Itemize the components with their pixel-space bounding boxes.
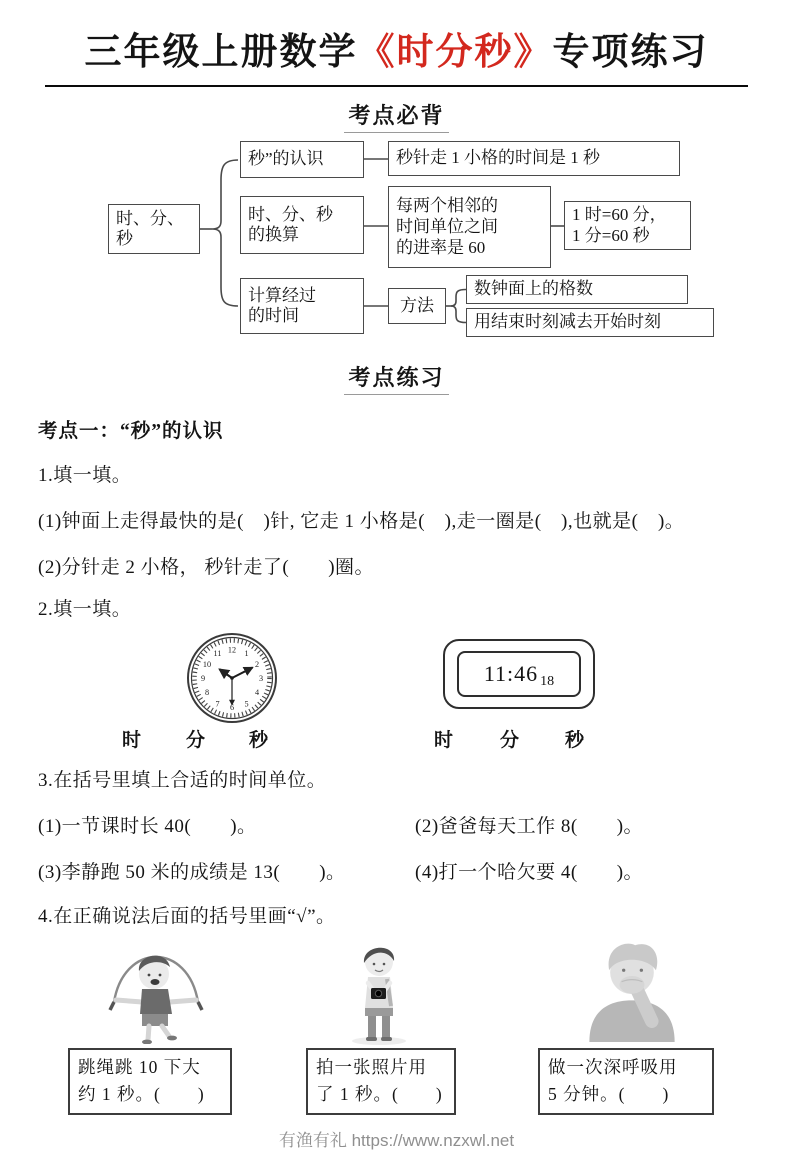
digital-clock-image (443, 639, 595, 709)
svg-text:7: 7 (215, 699, 220, 709)
svg-text:2: 2 (254, 660, 260, 670)
yawning-boy-image (556, 938, 708, 1042)
caption3-line1: 做一次深呼吸用 (548, 1057, 678, 1078)
worksheet-page (0, 30, 793, 1152)
caption2-line1: 拍一张照片用 (316, 1057, 427, 1078)
question-3-item-3: (3)李静跑 50 米的成绩是 13( )。 (38, 862, 346, 884)
mindmap-branch1-leaf-box (388, 141, 680, 176)
mindmap-method-box (388, 288, 446, 324)
caption2-line2: 了 1 秒。( ) (316, 1084, 443, 1105)
digital-clock-display (457, 651, 581, 697)
unit-label-hour-1: 时 (122, 730, 142, 752)
question-2: 2.填一填。 (38, 599, 132, 621)
title-highlight: 《时分秒》 (357, 32, 553, 73)
unit-label-hour-2: 时 (434, 730, 454, 752)
svg-text:11: 11 (213, 649, 222, 659)
question-1-item-2: (2)分针走 2 小格， 秒针走了( )圈。 (38, 557, 375, 579)
unit-label-minute-1: 分 (186, 730, 206, 752)
camera-boy-image (316, 936, 442, 1046)
mindmap-method2-text: 用结束时刻减去开始时刻 (474, 312, 661, 332)
svg-text:4: 4 (254, 688, 260, 698)
unit-label-second-1: 秒 (249, 730, 269, 752)
mindmap-branch3-label-line1: 计算经过 (248, 285, 316, 305)
digital-seconds-value: 18 (540, 674, 555, 690)
caption-box-photo (306, 1048, 456, 1114)
mindmap-branch2-label-line1: 时、分、秒 (248, 204, 333, 224)
mindmap-branch2-result-box (564, 201, 691, 250)
mindmap-branch1-leaf-text: 秒针走 1 小格的时间是 1 秒 (396, 148, 600, 168)
topic1-heading: 考点一：“秒”的认识 (38, 421, 224, 443)
caption3-line2: 5 分钟。( ) (548, 1084, 670, 1105)
mindmap-root-line2: 秒 (116, 229, 133, 249)
svg-text:5: 5 (244, 699, 249, 709)
mindmap-branch2-result-line2: 1 分=60 秒 (572, 225, 650, 245)
question-4: 4.在正确说法后面的括号里画“√”。 (38, 906, 336, 928)
mindmap-root-line1: 时、分、 (116, 208, 184, 228)
mindmap-method-label: 方法 (400, 295, 434, 315)
mindmap-method1-text: 数钟面上的格数 (474, 279, 593, 299)
svg-text:12: 12 (227, 645, 237, 655)
svg-text:3: 3 (258, 674, 264, 684)
illustrations-row (0, 936, 793, 1048)
mindmap-branch2-result-line1: 1 时=60 分， (572, 205, 667, 225)
mindmap-root-box (108, 204, 200, 254)
title-divider (45, 85, 748, 87)
question-3-item-1: (1)一节课时长 40( )。 (38, 816, 257, 838)
svg-text:8: 8 (204, 688, 210, 698)
question-3-item-4: (4)打一个哈欠要 4( )。 (415, 862, 644, 884)
mindmap-branch2-box (240, 196, 364, 254)
section-heading-practice: 考点练习 (344, 361, 448, 395)
mindmap-branch3-box (240, 278, 364, 334)
question-1-item-1: (1)钟面上走得最快的是( )针, 它走 1 小格是( ),走一圈是( ),也就是( )。 (38, 511, 685, 533)
mindmap-branch2-detail-box (388, 186, 551, 268)
mindmap-branch1-label: 秒”的认识 (248, 149, 324, 169)
mindmap-method1-box (466, 275, 688, 304)
question-3-item-2: (2)爸爸每天工作 8( )。 (415, 816, 644, 838)
question-3: 3.在括号里填上合适的时间单位。 (38, 770, 327, 792)
mindmap-branch2-detail-line2: 时间单位之间 (396, 216, 498, 236)
concept-mindmap (0, 141, 793, 353)
mindmap-branch1-box (240, 141, 364, 178)
title-prefix: 三年级上册数学 (84, 32, 358, 73)
site-watermark: 有渔有礼 https://www.nzxwl.net (278, 1131, 515, 1151)
svg-text:6: 6 (229, 703, 235, 713)
mindmap-branch2-label-line2: 的换算 (248, 225, 299, 245)
caption1-line1: 跳绳跳 10 下大 (78, 1057, 201, 1078)
question-1: 1.填一填。 (38, 465, 132, 487)
svg-text:1: 1 (244, 649, 249, 659)
digital-time-value: 11:46 (483, 661, 539, 687)
svg-text:10: 10 (202, 660, 212, 670)
unit-label-second-2: 秒 (565, 730, 585, 752)
caption-box-jump-rope (68, 1048, 232, 1114)
caption-boxes-row (0, 1048, 793, 1120)
svg-text:9: 9 (200, 674, 206, 684)
mindmap-method2-box (466, 308, 714, 337)
clock-figures-row (0, 631, 793, 751)
caption-box-deep-breath (538, 1048, 714, 1114)
jump-rope-boy-image (78, 940, 234, 1044)
unit-label-minute-2: 分 (500, 730, 520, 752)
mindmap-branch2-detail-line3: 的进率是 60 (396, 237, 486, 257)
section-heading-must-know: 考点必背 (344, 99, 448, 133)
analog-clock-image (176, 631, 288, 725)
title-suffix: 专项练习 (552, 32, 709, 73)
mindmap-branch2-detail-line1: 每两个相邻的 (396, 196, 498, 216)
page-title (0, 30, 793, 76)
mindmap-branch3-label-line2: 的时间 (248, 306, 299, 326)
caption1-line2: 约 1 秒。( ) (78, 1084, 205, 1105)
